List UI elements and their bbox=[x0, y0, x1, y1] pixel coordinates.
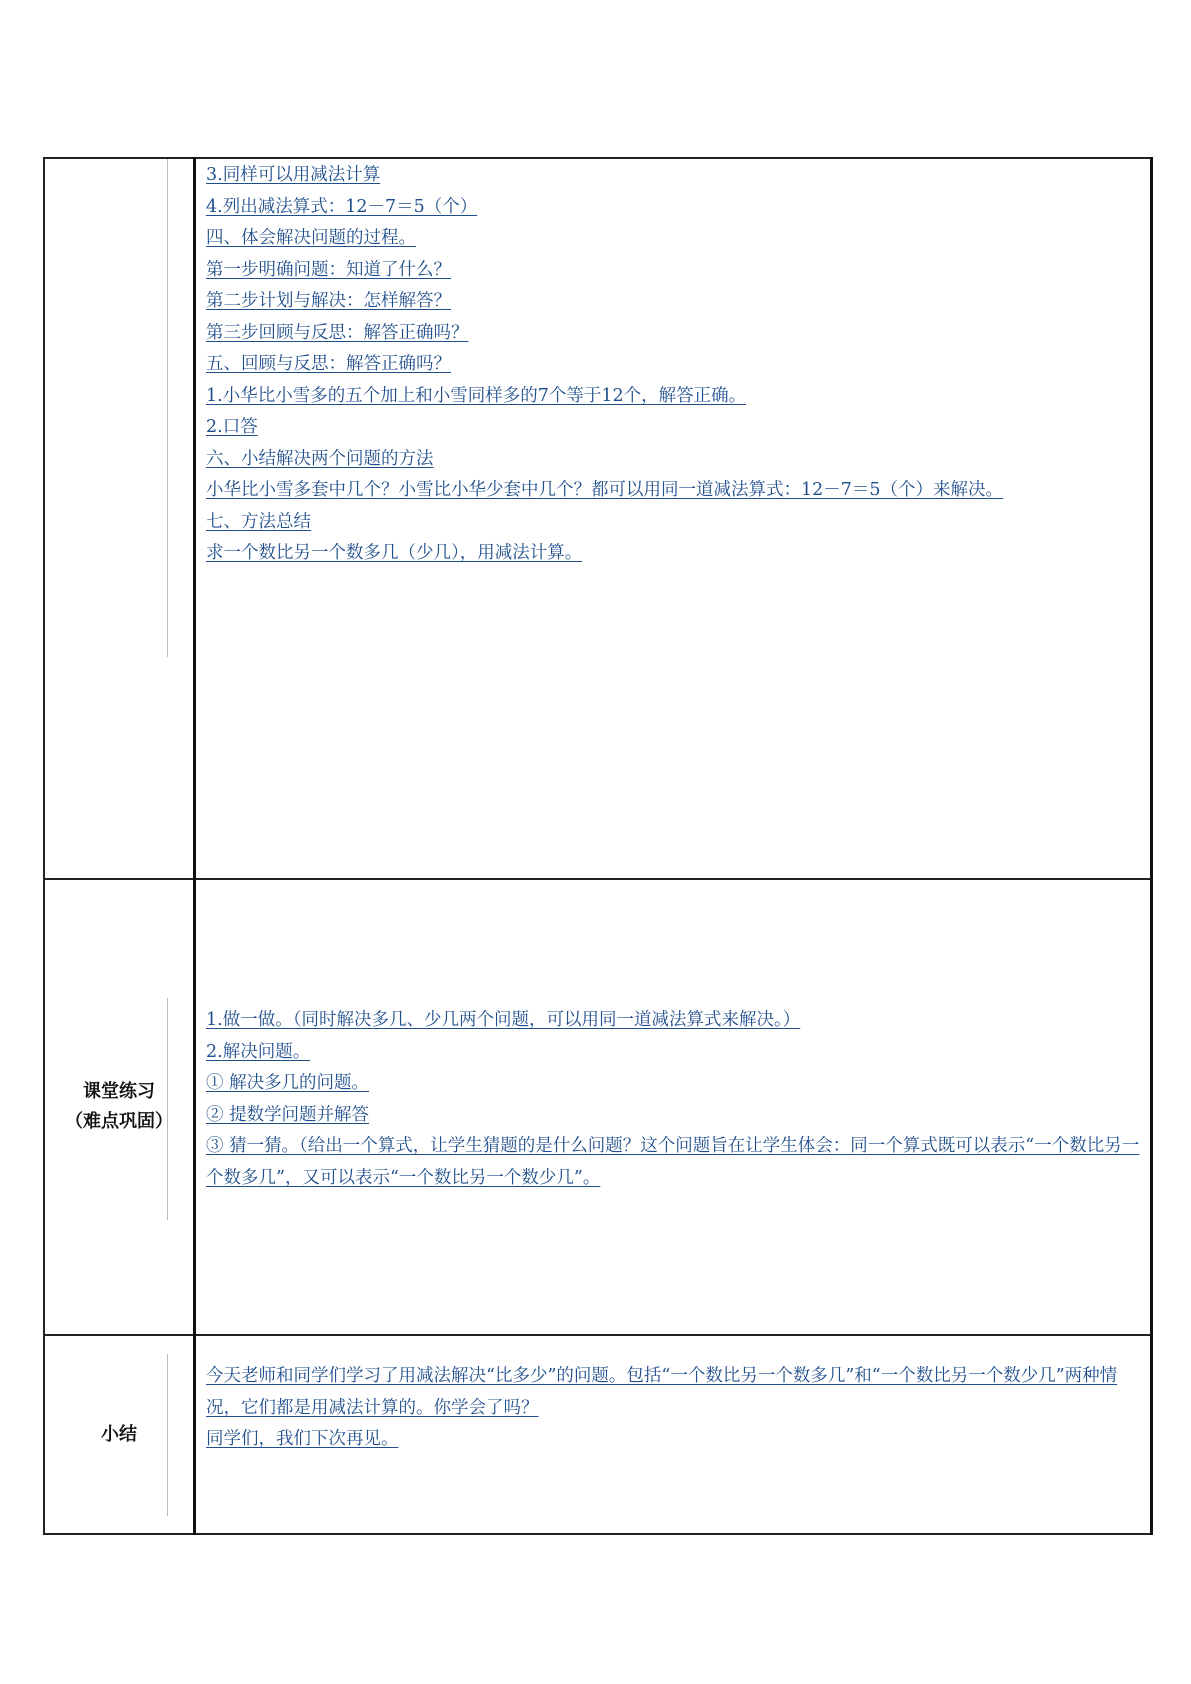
content-line: 第三步回顾与反思：解答正确吗？ bbox=[206, 322, 469, 343]
content-lines bbox=[196, 1336, 1150, 1456]
content-line: 今天老师和同学们学习了用减法解决“比多少”的问题。包括“一个数比另一个数多几”和“一个数比另一个数少几”两种情况，它们都是用减法计算的。你学会了吗？ bbox=[206, 1366, 1118, 1418]
section-label: 小结 bbox=[101, 1423, 137, 1445]
content-line: ③ 猜一猜。（给出一个算式，让学生猜题的是什么问题？这个问题旨在让学生体会：同一个算式既可以表示“一个数比另一个数多几”，又可以表示“一个数比另一个数少几”。 bbox=[206, 1136, 1140, 1188]
section-label: 课堂练习 bbox=[83, 1081, 155, 1102]
content-line: 四、体会解决问题的过程。 bbox=[206, 228, 416, 248]
content-line: ② 提数学问题并解答 bbox=[206, 1104, 370, 1125]
content-line: 七、方法总结 bbox=[206, 511, 311, 532]
content-line: 六、小结解决两个问题的方法 bbox=[206, 448, 434, 469]
content-line: 3.同样可以用减法计算 bbox=[206, 165, 381, 185]
content-line: 求一个数比另一个数多几（少几），用减法计算。 bbox=[206, 543, 583, 563]
table-row bbox=[44, 879, 1152, 1335]
content-line: 小华比小雪多套中几个？小雪比小华少套中几个？都可以用同一道减法算式：12－7＝5（个）来解决。 bbox=[206, 480, 1004, 500]
section-content-cell bbox=[195, 1335, 1152, 1534]
lesson-plan-table bbox=[43, 157, 1153, 1535]
content-line: 第一步明确问题：知道了什么？ bbox=[206, 259, 451, 280]
label-cell-rule bbox=[167, 159, 168, 657]
content-line: 同学们，我们下次再见。 bbox=[206, 1429, 399, 1449]
section-content-cell bbox=[195, 158, 1152, 879]
content-line: 五、回顾与反思：解答正确吗？ bbox=[206, 354, 451, 374]
content-line: 2.口答 bbox=[206, 417, 258, 437]
table-row bbox=[44, 158, 1152, 879]
section-sublabel: （难点巩固） bbox=[65, 1111, 173, 1132]
section-label-cell bbox=[44, 879, 195, 1335]
content-line: 4.列出减法算式：12－7＝5（个） bbox=[206, 196, 478, 217]
content-line: 1.小华比小雪多的五个加上和小雪同样多的7个等于12个，解答正确。 bbox=[206, 385, 747, 406]
content-line: 2.解决问题。 bbox=[206, 1041, 311, 1062]
content-line: 1.做一做。（同时解决多几、少几两个问题，可以用同一道减法算式来解决。） bbox=[206, 1010, 801, 1030]
content-line: 第二步计划与解决：怎样解答？ bbox=[206, 291, 451, 311]
section-label-cell bbox=[44, 1335, 195, 1534]
content-lines bbox=[196, 880, 1150, 1194]
section-content-cell bbox=[195, 879, 1152, 1335]
section-label-cell bbox=[44, 158, 195, 879]
content-line: ① 解决多几的问题。 bbox=[206, 1073, 370, 1093]
content-lines bbox=[196, 159, 1150, 570]
table-row bbox=[44, 1335, 1152, 1534]
